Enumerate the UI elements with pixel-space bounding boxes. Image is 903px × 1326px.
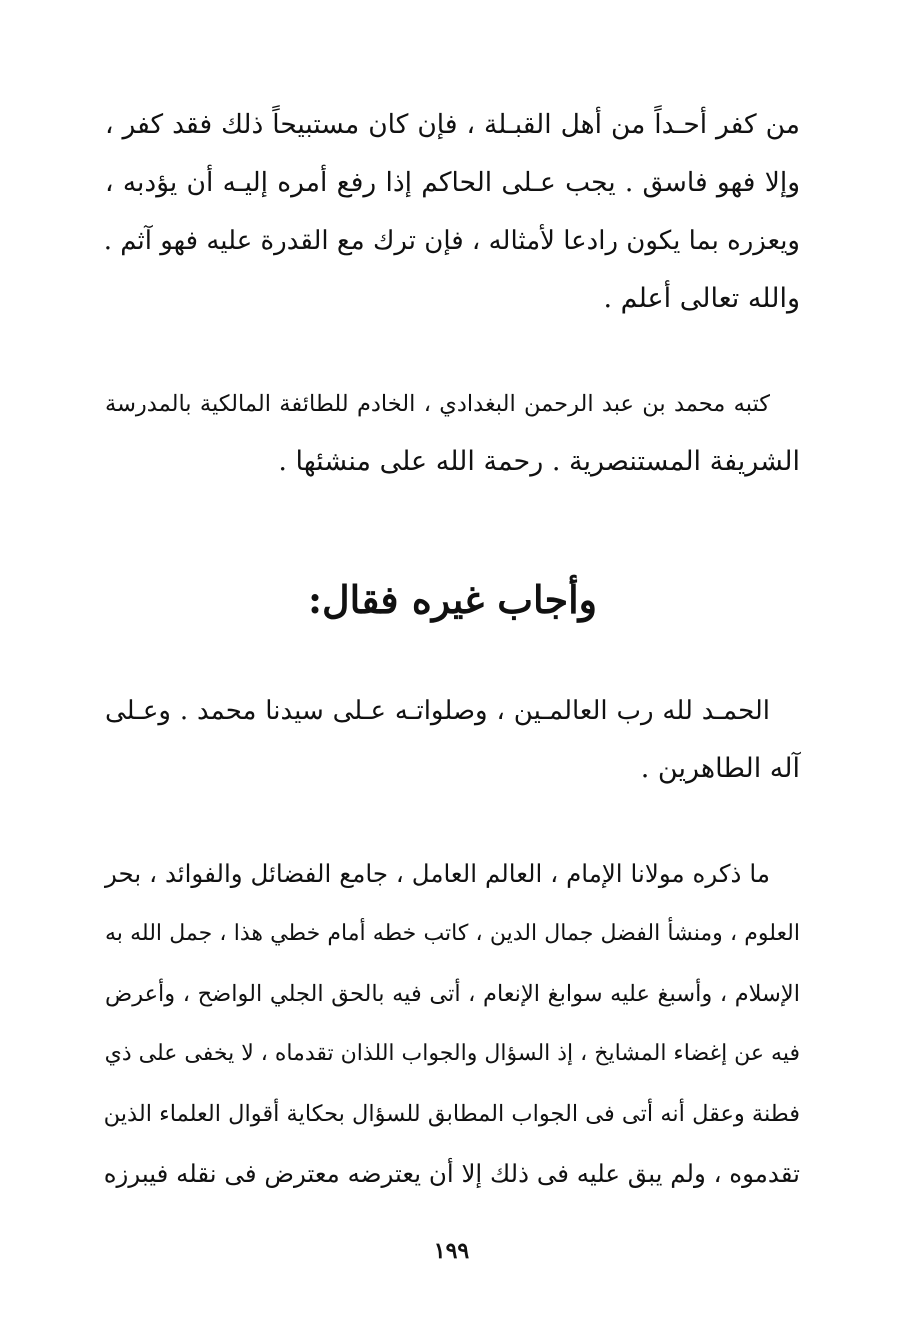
paragraph-discussion xyxy=(105,844,800,1204)
paragraph-praise xyxy=(105,682,800,798)
page-number: ١٩٩ xyxy=(433,1238,470,1264)
text-line: وإلا فهو فاسق . يجب عـلى الحاكم إذا رفع أمره إليـه أن يؤدبه ، xyxy=(105,167,800,198)
text-line: العلوم ، ومنشأ الفضل جمال الدين ، كاتب خطه أمام خطي هذا ، جمل الله به xyxy=(105,921,800,946)
text-line: كتبه محمد بن عبد الرحمن البغدادي ، الخادم للطائفة المالكية بالمدرسة xyxy=(105,391,770,417)
text-line: آله الطاهرين . xyxy=(640,753,800,784)
text-line: ما ذكره مولانا الإمام ، العالم العامل ، جامع الفضائل والفوائد ، بحر xyxy=(105,859,770,888)
text-line: الحمـد لله رب العالمـين ، وصلواتـه عـلى سيدنا محمد . وعـلى xyxy=(105,696,770,726)
text-line: فطنة وعقل أنه أتى فى الجواب المطابق للسؤال بحكاية أقوال العلماء الذين xyxy=(103,1101,800,1127)
text-line: الإسلام ، وأسبغ عليه سوابغ الإنعام ، أتى فيه بالحق الجلي الواضح ، وأعرض xyxy=(105,981,800,1007)
text-line: الشريفة المستنصرية . رحمة الله على منشئها . xyxy=(278,446,800,477)
paragraph-fatwa-conclusion xyxy=(105,96,800,328)
text-line: ويعزره بما يكون رادعا لأمثاله ، فإن ترك مع القدرة عليه فهو آثم . xyxy=(103,226,800,256)
text-line: تقدموه ، ولم يبق عليه فى ذلك إلا أن يعترضه معترض فى نقله فيبرزه xyxy=(103,1159,800,1188)
text-line: من كفر أحـداً من أهل القبـلة ، فإن كان مستبيحاً ذلك فقد كفر ، xyxy=(105,109,800,140)
text-line: فيه عن إغضاء المشايخ ، إذ السؤال والجواب اللذان تقدماه ، لا يخفى على ذي xyxy=(104,1041,800,1066)
text-line: والله تعالى أعلم . xyxy=(603,283,800,314)
section-heading: وأجاب غيره فقال: xyxy=(307,577,598,622)
paragraph-signature xyxy=(105,375,800,491)
